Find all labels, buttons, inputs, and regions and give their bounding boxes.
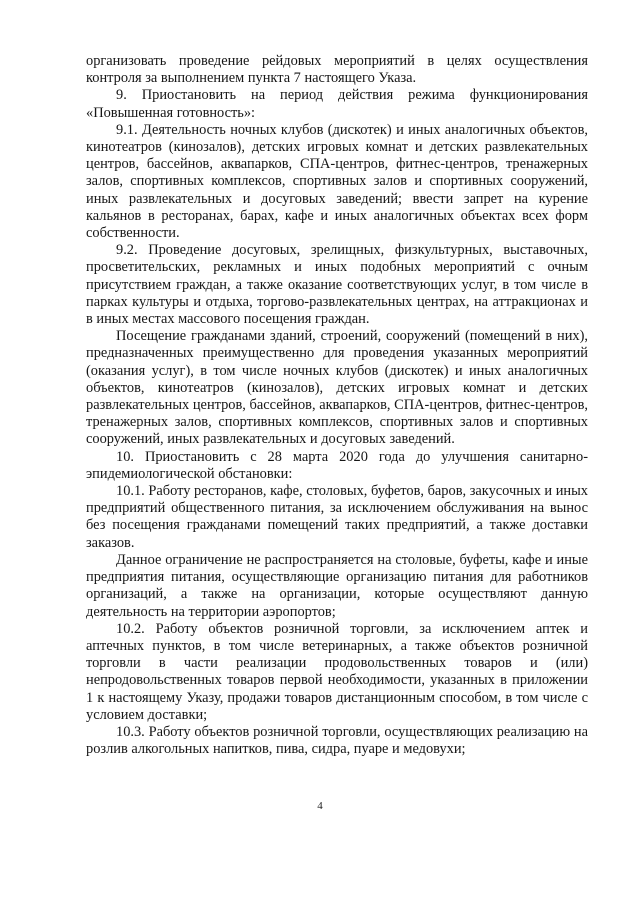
paragraph-item-9-2: 9.2. Проведение досуговых, зрелищных, физкультурных, выставочных, просветительских, рекламных и иных подобных мероприятий с очным присутствием граждан, а также оказание соответствующих услуг, в том числе в парках культуры и отдыха, торгово-развлекательных центрах, на аттракционах и в иных местах массового посещения граждан. bbox=[86, 242, 588, 328]
paragraph-visits: Посещение гражданами зданий, строений, сооружений (помещений в них), предназначенных преимущественно для проведения указанных мероприятий (оказания услуг), в том числе ночных клубов (дискотек) и иных аналогичных объектов, кинотеатров (кинозалов), детских игровых комнат и детских развлекательных центров, бассейнов, аквапарков, СПА-центров, фитнес-центров, тренажерных залов, спортивных комплексов, спортивных залов и спортивных сооружений, иных развлекательных и досуговых заведений. bbox=[86, 328, 588, 448]
page-number: 4 bbox=[317, 800, 323, 812]
paragraph-restriction-note: Данное ограничение не распространяется на столовые, буфеты, кафе и иные предприятия питания, осуществляющие организацию питания для работников организаций, а также на организации, которые осуществляют данную деятельность на территории аэропортов; bbox=[86, 551, 588, 620]
paragraph-item-9: 9. Приостановить на период действия режима функционирования «Повышенная готовность»: bbox=[86, 87, 588, 121]
document-body bbox=[86, 53, 588, 758]
paragraph-continuation: организовать проведение рейдовых мероприятий в целях осуществления контроля за выполнением пункта 7 настоящего Указа. bbox=[86, 53, 588, 87]
paragraph-item-10: 10. Приостановить с 28 марта 2020 года до улучшения санитарно-эпидемиологической обстановки: bbox=[86, 448, 588, 482]
paragraph-item-10-2: 10.2. Работу объектов розничной торговли, за исключением аптек и аптечных пунктов, в том числе ветеринарных, а также объектов розничной торговли в части реализации продовольственных товаров и (или) непродовольственных товаров первой необходимости, указанных в приложении 1 к настоящему Указу, продажи товаров дистанционным способом, в том числе с условием доставки; bbox=[86, 620, 588, 723]
paragraph-item-10-1: 10.1. Работу ресторанов, кафе, столовых, буфетов, баров, закусочных и иных предприятий общественного питания, за исключением обслуживания на вынос без посещения гражданами помещений таких предприятий, а также доставки заказов. bbox=[86, 483, 588, 551]
paragraph-item-10-3: 10.3. Работу объектов розничной торговли, осуществляющих реализацию на розлив алкогольных напитков, пива, сидра, пуаре и медовухи; bbox=[86, 723, 588, 758]
paragraph-item-9-1: 9.1. Деятельность ночных клубов (дискотек) и иных аналогичных объектов, кинотеатров (кинозалов), детских игровых комнат и детских развлекательных центров, бассейнов, аквапарков, СПА-центров, фитнес-центров, тренажерных залов, спортивных комплексов, спортивных залов и спортивных сооружений, иных развлекательных и досуговых заведений; ввести запрет на курение кальянов в ресторанах, барах, кафе и иных аналогичных объектах всех форм собственности. bbox=[86, 121, 588, 242]
